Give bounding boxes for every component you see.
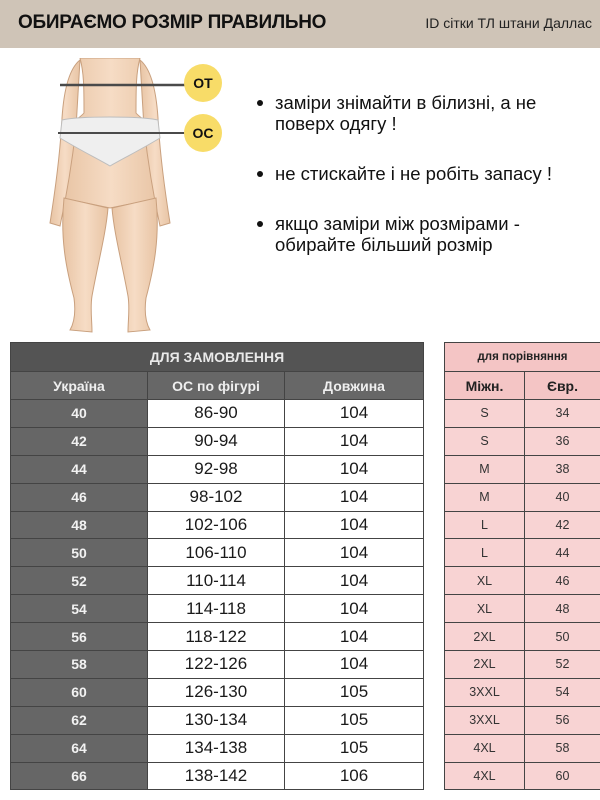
length-cell: 105: [285, 706, 424, 734]
european-size-cell: 52: [525, 651, 600, 679]
international-size-cell: XL: [445, 595, 525, 623]
hips-badge: ОС: [184, 114, 222, 152]
header-bar: [0, 0, 600, 48]
length-cell: 106: [285, 762, 424, 790]
european-size-cell: 48: [525, 595, 600, 623]
left-leg-shape: [63, 198, 108, 332]
length-cell: 105: [285, 734, 424, 762]
ukraine-size-cell: 46: [11, 483, 148, 511]
international-size-cell: 4XL: [445, 762, 525, 790]
table-row: [445, 595, 600, 623]
ukraine-size-cell: 44: [11, 455, 148, 483]
hips-range-cell: 110-114: [148, 567, 285, 595]
table-row: [11, 595, 424, 623]
length-cell: 104: [285, 511, 424, 539]
table-row: [445, 678, 600, 706]
table-row: [11, 678, 424, 706]
table-row: [445, 455, 600, 483]
table-row: [445, 567, 600, 595]
hips-range-cell: 92-98: [148, 455, 285, 483]
international-size-cell: M: [445, 483, 525, 511]
european-size-cell: 44: [525, 539, 600, 567]
table-row: [445, 511, 600, 539]
hips-range-cell: 90-94: [148, 427, 285, 455]
table-row: [11, 567, 424, 595]
european-size-cell: 56: [525, 706, 600, 734]
hips-range-cell: 114-118: [148, 595, 285, 623]
ukraine-size-cell: 48: [11, 511, 148, 539]
ukraine-size-cell: 60: [11, 678, 148, 706]
tip-item: не стискайте і не робіть запасу !: [255, 163, 585, 184]
hips-range-cell: 118-122: [148, 623, 285, 651]
ukraine-size-cell: 56: [11, 623, 148, 651]
international-size-cell: 3XXL: [445, 706, 525, 734]
table-row: [445, 623, 600, 651]
european-size-cell: 42: [525, 511, 600, 539]
tips-list: [255, 92, 585, 284]
international-size-cell: 2XL: [445, 623, 525, 651]
compare-table-caption: для порівняння: [445, 343, 600, 372]
table-row: [11, 427, 424, 455]
european-size-cell: 40: [525, 483, 600, 511]
length-cell: 104: [285, 595, 424, 623]
compare-size-table: [444, 342, 600, 790]
length-cell: 104: [285, 427, 424, 455]
length-cell: 104: [285, 567, 424, 595]
european-size-cell: 36: [525, 427, 600, 455]
table-row: [445, 762, 600, 790]
table-row: [11, 706, 424, 734]
ukraine-size-cell: 52: [11, 567, 148, 595]
table-row: [445, 651, 600, 679]
column-header-length: Довжина: [285, 372, 424, 400]
european-size-cell: 38: [525, 455, 600, 483]
right-leg-shape: [112, 198, 157, 332]
table-row: [11, 455, 424, 483]
ukraine-size-cell: 66: [11, 762, 148, 790]
european-size-cell: 46: [525, 567, 600, 595]
table-row: [445, 734, 600, 762]
table-row: [11, 511, 424, 539]
international-size-cell: L: [445, 539, 525, 567]
length-cell: 104: [285, 651, 424, 679]
international-size-cell: L: [445, 511, 525, 539]
hips-range-cell: 138-142: [148, 762, 285, 790]
order-size-table: [10, 342, 424, 790]
waist-badge: ОТ: [184, 64, 222, 102]
table-row: [445, 483, 600, 511]
international-size-cell: M: [445, 455, 525, 483]
european-size-cell: 50: [525, 623, 600, 651]
table-row: [445, 427, 600, 455]
hips-range-cell: 98-102: [148, 483, 285, 511]
european-size-cell: 58: [525, 734, 600, 762]
international-size-cell: S: [445, 427, 525, 455]
table-row: [445, 706, 600, 734]
order-table-body: [11, 400, 424, 790]
hips-range-cell: 106-110: [148, 539, 285, 567]
hips-range-cell: 130-134: [148, 706, 285, 734]
length-cell: 105: [285, 678, 424, 706]
table-row: [11, 651, 424, 679]
hips-range-cell: 134-138: [148, 734, 285, 762]
table-row: [11, 483, 424, 511]
order-table-caption: ДЛЯ ЗАМОВЛЕННЯ: [11, 343, 424, 372]
tip-item: якщо заміри між розмірами - обирайте більший розмір: [255, 213, 585, 255]
column-header-international: Міжн.: [445, 372, 525, 400]
international-size-cell: 3XXL: [445, 678, 525, 706]
hips-range-cell: 126-130: [148, 678, 285, 706]
table-row: [445, 400, 600, 428]
international-size-cell: XL: [445, 567, 525, 595]
table-row: [11, 539, 424, 567]
international-size-cell: S: [445, 400, 525, 428]
european-size-cell: 54: [525, 678, 600, 706]
hips-range-cell: 122-126: [148, 651, 285, 679]
compare-table-body: [445, 400, 600, 790]
international-size-cell: 2XL: [445, 651, 525, 679]
length-cell: 104: [285, 539, 424, 567]
length-cell: 104: [285, 400, 424, 428]
hips-range-cell: 102-106: [148, 511, 285, 539]
european-size-cell: 60: [525, 762, 600, 790]
international-size-cell: 4XL: [445, 734, 525, 762]
ukraine-size-cell: 40: [11, 400, 148, 428]
tip-item: заміри знімайти в білизні, а не поверх одягу !: [255, 92, 585, 134]
ukraine-size-cell: 62: [11, 706, 148, 734]
size-chart-id: ID сітки ТЛ штани Даллас: [425, 15, 592, 31]
table-row: [445, 539, 600, 567]
table-row: [11, 762, 424, 790]
length-cell: 104: [285, 483, 424, 511]
length-cell: 104: [285, 623, 424, 651]
column-header-european: Євр.: [525, 372, 600, 400]
ukraine-size-cell: 42: [11, 427, 148, 455]
ukraine-size-cell: 64: [11, 734, 148, 762]
european-size-cell: 34: [525, 400, 600, 428]
table-row: [11, 400, 424, 428]
hips-range-cell: 86-90: [148, 400, 285, 428]
length-cell: 104: [285, 455, 424, 483]
table-row: [11, 623, 424, 651]
table-row: [11, 734, 424, 762]
column-header-hips: ОС по фігурі: [148, 372, 285, 400]
ukraine-size-cell: 50: [11, 539, 148, 567]
ukraine-size-cell: 54: [11, 595, 148, 623]
ukraine-size-cell: 58: [11, 651, 148, 679]
page-title: ОБИРАЄМО РОЗМІР ПРАВИЛЬНО: [18, 12, 327, 33]
column-header-ukraine: Україна: [11, 372, 148, 400]
